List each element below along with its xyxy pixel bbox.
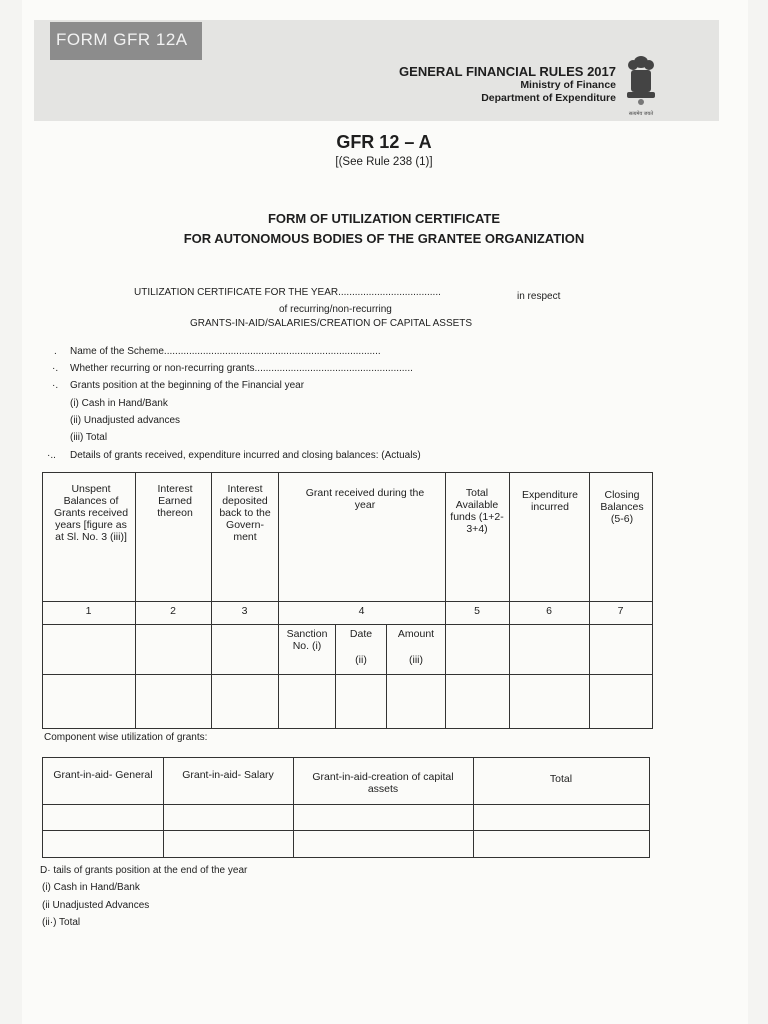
sub-date-header: Date [349, 628, 373, 640]
col-num-1: 1 [85, 605, 92, 617]
comp-capital-header: Grant-in-aid-creation of capital assets [312, 771, 454, 795]
sub-amount-number: (iii) [409, 654, 423, 666]
scheme-name-field: Name of the Scheme.............................................................................. [70, 346, 381, 357]
sub-date-number: (ii) [355, 654, 367, 666]
col-grant-received-header: Grant received during the year [305, 487, 425, 511]
component-heading: Component wise utilization of grants: [44, 732, 208, 743]
see-rule: [(See Rule 238 (1)] [335, 156, 433, 168]
col-num-2: 2 [170, 605, 176, 617]
col-closing-header: Closing Balances (5-6) [600, 489, 644, 525]
rules-block [399, 64, 616, 105]
form-title-line2: FOR AUTONOMOUS BODIES OF THE GRANTEE ORGANIZATION [183, 231, 585, 246]
col-num-6: 6 [546, 605, 552, 617]
col-interest-deposited-header: Interest deposited back to the Govern- ment [219, 483, 271, 543]
form-number: GFR 12 – A [336, 132, 432, 152]
col-num-4: 4 [358, 605, 365, 617]
form-tag [50, 22, 202, 60]
col-expenditure-header: Expenditure incurred [521, 489, 579, 513]
sub-sanction-header: Sanction No. (i) [286, 628, 328, 652]
cert-year-line: UTILIZATION CERTIFICATE FOR THE YEAR..................................... [134, 287, 441, 298]
item-bullet-1: . [54, 346, 57, 357]
begin-cash: (i) Cash in Hand/Bank [70, 398, 168, 409]
item-bullet-2: ·. [52, 363, 59, 374]
col-num-7: 7 [617, 605, 624, 617]
begin-advances: (ii) Unadjusted advances [70, 415, 181, 426]
details-heading: Details of grants received, expenditure incurred and closing balances: (Actuals) [70, 450, 421, 461]
comp-general-header: Grant-in-aid- General [53, 769, 153, 781]
grants-type-label: GRANTS-IN-AID/SALARIES/CREATION OF CAPITAL ASSETS [190, 318, 473, 329]
col-unspent-header: Unspent Balances of Grants received years [figure as at Sl. No. 3 (iii)] [53, 483, 129, 543]
end-advances: (ii Unadjusted Advances [42, 900, 150, 911]
grants-position-begin: Grants position at the beginning of the Financial year [70, 380, 305, 391]
rules-title: GENERAL FINANCIAL RULES 2017 [399, 64, 616, 79]
col-interest-earned-header: Interest Earned thereon [157, 483, 193, 519]
recurring-question-field: Whether recurring or non-recurring grants......................................................... [70, 363, 413, 374]
begin-total: (iii) Total [70, 432, 108, 443]
item-bullet-4: ·.. [47, 450, 56, 461]
ministry-name: Ministry of Finance [520, 79, 616, 91]
end-position-heading: D· tails of grants position at the end of the year [40, 865, 248, 876]
national-emblem-icon [622, 52, 660, 118]
recurring-label: of recurring/non-recurring [279, 304, 392, 315]
col-total-funds-header: Total Available funds (1+2- 3+4) [450, 487, 504, 535]
sub-amount-header: Amount [397, 628, 435, 640]
end-total: (ii·) Total [42, 917, 81, 928]
department-name: Department of Expenditure [481, 92, 616, 104]
comp-total-header: Total [549, 773, 573, 785]
col-num-3: 3 [241, 605, 248, 617]
form-title-line1: FORM OF UTILIZATION CERTIFICATE [267, 211, 501, 226]
col-num-5: 5 [474, 605, 480, 617]
item-bullet-3: ·. [52, 380, 59, 391]
comp-salary-header: Grant-in-aid- Salary [182, 769, 274, 781]
emblem-caption: सत्यमेव जयते [628, 111, 654, 117]
in-respect-label: in respect [517, 291, 561, 302]
form-tag-text: FORM GFR 12A [56, 30, 188, 49]
end-cash: (i) Cash in Hand/Bank [42, 882, 140, 893]
